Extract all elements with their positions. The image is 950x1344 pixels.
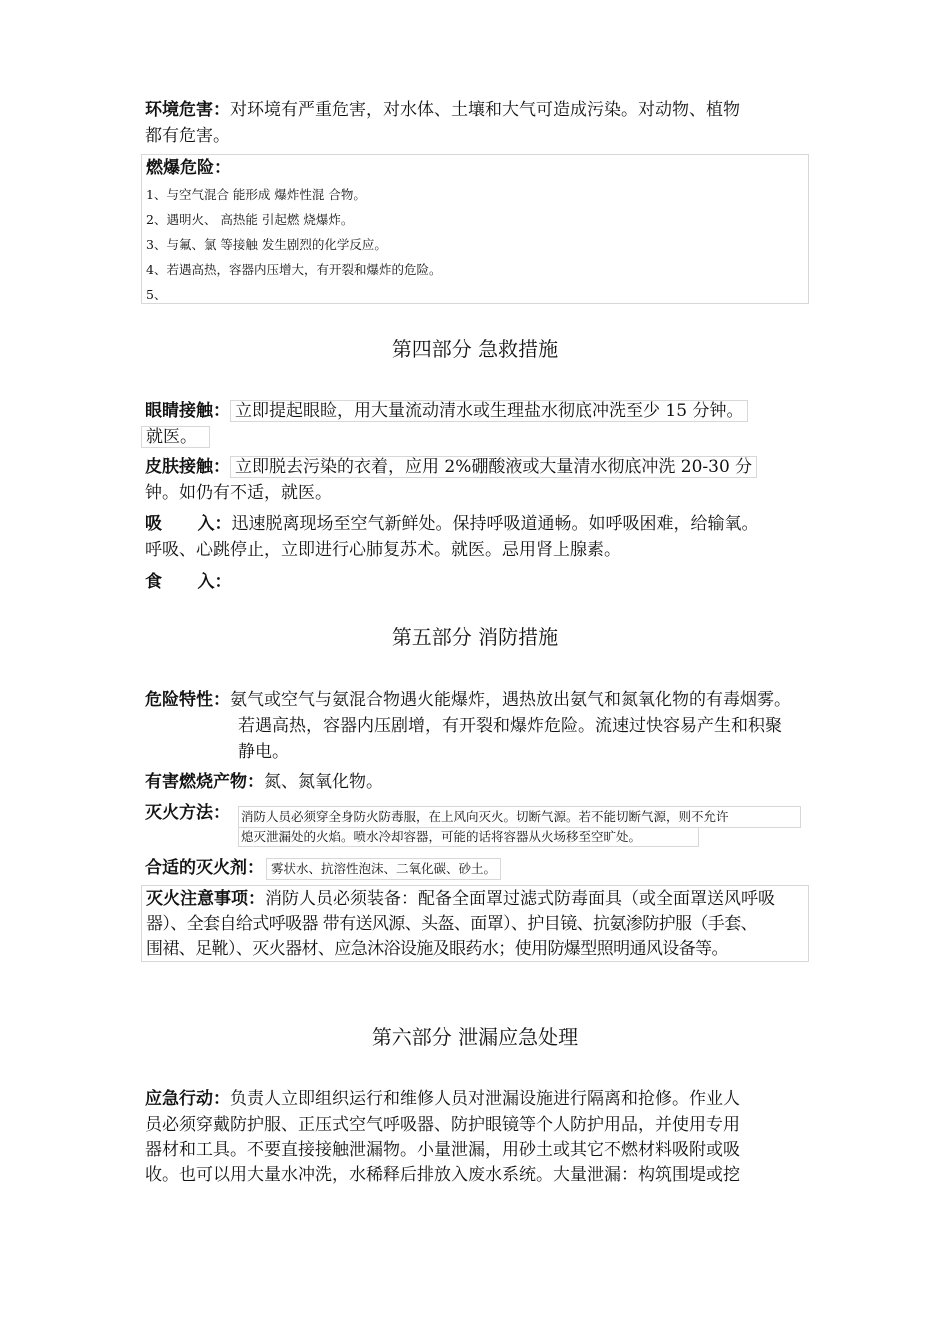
extinguish-notes-box	[141, 885, 809, 962]
explosion-hazard-box	[141, 154, 809, 304]
skin-contact-text2: 钟。如仍有不适，就医。	[145, 483, 332, 503]
extinguish-method-label: 灭火方法：	[145, 803, 230, 823]
danger-property-text1: 氨气或空气与氨混合物遇火能爆炸，遇热放出氨气和氮氧化物的有毒烟雾。	[230, 690, 791, 710]
emergency-action-text1: 负责人立即组织运行和维修人员对泄漏设施进行隔离和抢修。作业人	[230, 1089, 740, 1109]
skin-contact-label: 皮肤接触：	[145, 457, 230, 477]
emergency-action-label: 应急行动：	[145, 1089, 230, 1109]
extinguish-notes-line1	[146, 887, 775, 912]
extinguish-method-box2	[238, 827, 699, 847]
extinguish-notes-text1: 消防人员必须装备：配备全面罩过滤式防毒面具（或全面罩送风呼吸	[265, 889, 775, 909]
extinguish-agent-value: 雾状水、抗溶性泡沫、二氧化碳、砂土。	[266, 858, 501, 880]
danger-property-line1	[145, 688, 791, 713]
env-hazard-text2: 都有危害。	[145, 126, 230, 146]
section4-title: 第四部分 急救措施	[391, 337, 559, 361]
extinguish-method-text1: 消防人员必须穿全身防火防毒服，在上风向灭火。切断气源。若不能切断气源，则不允许	[241, 809, 729, 824]
combustion-products-label: 有害燃烧产物：	[145, 772, 264, 792]
eye-contact-line1	[145, 399, 748, 424]
skin-contact-line1	[145, 455, 757, 480]
explosion-item-4: 4、若遇高热，容器内压增大，有开裂和爆炸的危险。	[146, 262, 442, 277]
extinguish-notes-text3: 围裙、足靴）、灭火器材、应急沐浴设施及眼药水；使用防爆型照明通风设备等。	[146, 939, 728, 959]
inhalation-text2: 呼吸、心跳停止，立即进行心肺复苏术。就医。忌用肾上腺素。	[145, 540, 621, 560]
eye-contact-label: 眼睛接触：	[145, 401, 230, 421]
extinguish-agent-line	[145, 856, 501, 881]
danger-property-label: 危险特性：	[145, 690, 230, 710]
emergency-action-text3: 器材和工具。不要直接接触泄漏物。小量泄漏，用砂土或其它不燃材料吸附或吸	[145, 1140, 740, 1160]
env-hazard-line1	[145, 98, 740, 123]
env-hazard-label: 环境危害：	[145, 100, 230, 120]
explosion-item-2: 2、遇明火、 高热能 引起燃 烧爆炸。	[146, 212, 354, 227]
emergency-action-text4: 收。也可以用大量水冲洗，水稀释后排放入废水系统。大量泄漏：构筑围堤或挖	[145, 1165, 740, 1185]
combustion-products-value: 氮、氮氧化物。	[264, 772, 383, 792]
env-hazard-text1: 对环境有严重危害，对水体、土壤和大气可造成污染。对动物、植物	[230, 100, 740, 120]
eye-contact-text1: 立即提起眼睑，用大量流动清水或生理盐水彻底冲洗至少 15 分钟。	[230, 400, 748, 422]
inhalation-label: 吸 入：	[145, 514, 232, 534]
extinguish-agent-label: 合适的灭火剂：	[145, 858, 264, 878]
explosion-item-3: 3、与氟、氯 等接触 发生剧烈的化学反应。	[146, 237, 387, 252]
explosion-item-5: 5、	[146, 287, 167, 302]
danger-property-text2: 若遇高热，容器内压剧增，有开裂和爆炸危险。流速过快容易产生和积聚	[238, 716, 782, 736]
extinguish-method-box1	[238, 806, 801, 828]
emergency-action-line1	[145, 1087, 740, 1112]
extinguish-method-text2: 熄灭泄漏处的火焰。喷水冷却容器，可能的话将容器从火场移至空旷处。	[241, 829, 642, 844]
extinguish-notes-label: 灭火注意事项：	[146, 889, 265, 909]
inhalation-text1: 迅速脱离现场至空气新鲜处。保持呼吸道通畅。如呼吸困难，给输氧。	[231, 514, 759, 534]
skin-contact-text1: 立即脱去污染的衣着，应用 2%硼酸液或大量清水彻底冲洗 20-30 分	[230, 456, 757, 478]
ingestion-label: 食 入：	[145, 572, 232, 592]
section5-title: 第五部分 消防措施	[391, 625, 559, 649]
danger-property-text3: 静电。	[238, 742, 289, 762]
section6-title: 第六部分 泄漏应急处理	[371, 1025, 579, 1049]
eye-contact-line2	[141, 425, 210, 450]
explosion-item-1: 1、与空气混合 能形成 爆炸性混 合物。	[146, 187, 366, 202]
emergency-action-text2: 员必须穿戴防护服、正压式空气呼吸器、防护眼镜等个人防护用品，并使用专用	[145, 1115, 740, 1135]
extinguish-notes-text2: 器）、全套自给式呼吸器 带有送风源、头盔、面罩）、护目镜、抗氨渗防护服（手套、	[146, 914, 758, 934]
explosion-hazard-label: 燃爆危险：	[146, 158, 231, 178]
eye-contact-text2: 就医。	[141, 426, 210, 448]
inhalation-line1	[145, 512, 759, 537]
combustion-products-line	[145, 770, 383, 795]
ingestion-line	[145, 570, 232, 595]
